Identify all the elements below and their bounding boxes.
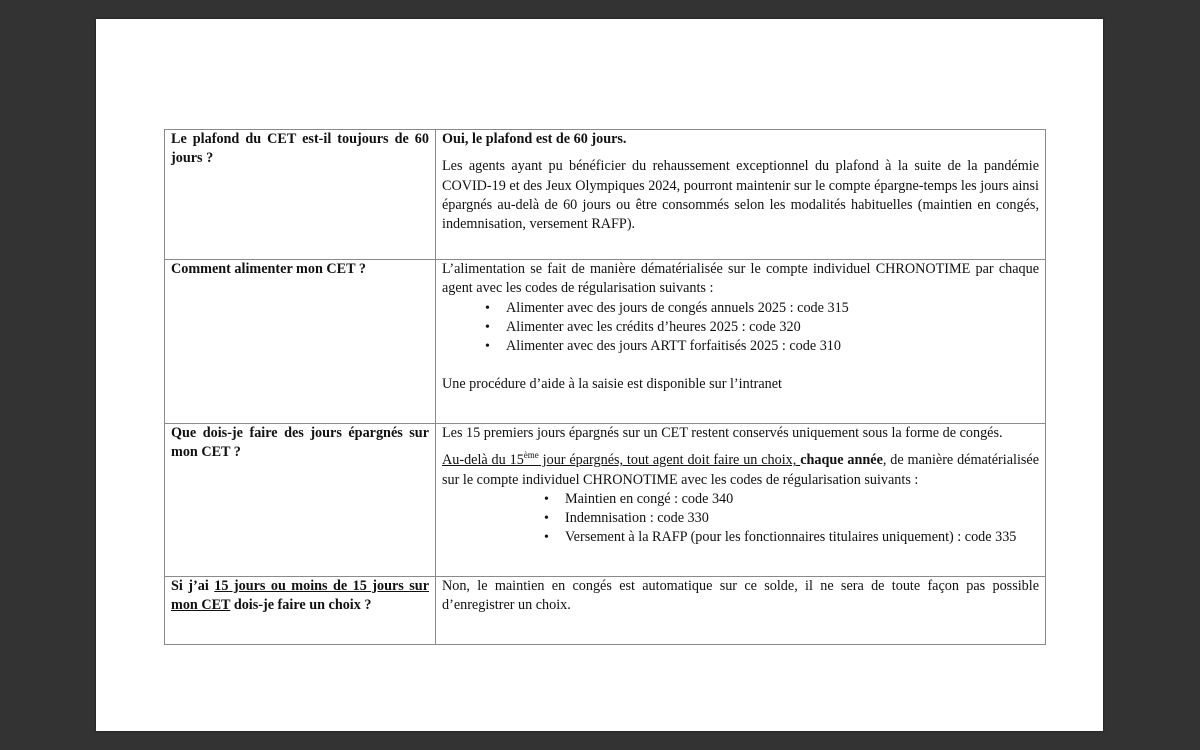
answer-first: Les 15 premiers jours épargnés sur un CET restent conservés uniquement sous la forme de congés. — [442, 425, 1003, 441]
answer-heading: Oui, le plafond est de 60 jours. — [442, 131, 627, 147]
question-text: Que dois-je faire des jours épargnés sur mon CET ? — [171, 425, 429, 461]
document-page — [96, 19, 1103, 731]
list-item: • Versement à la RAFP (pour les fonctionnaires titulaires uniquement) : code 335 — [565, 528, 1039, 547]
superscript: ème — [523, 450, 539, 461]
list-item: • Maintien en congé : code 340 — [565, 490, 1039, 509]
underlined-part-a: Au-delà du 15 — [442, 452, 524, 469]
answer-second-rest: , de manière dématérialisée sur le compte individuel CHRONOTIME avec les codes de régularisation suivants : — [442, 452, 1039, 488]
question-cell — [165, 260, 436, 424]
answer-cell — [436, 577, 1046, 645]
answer-cell — [436, 424, 1046, 577]
list-item: • Indemnisation : code 330 — [565, 509, 1039, 528]
question-underlined: 15 jours ou moins de 15 jours sur mon CET — [171, 578, 429, 614]
table-row — [165, 130, 1046, 260]
answer-cell — [436, 130, 1046, 260]
underlined-text — [442, 452, 800, 468]
question-cell — [165, 577, 436, 645]
answer-cell — [436, 260, 1046, 424]
answer-paragraph: Les agents ayant pu bénéficier du rehaussement exceptionnel du plafond à la suite de la pandémie COVID-19 et des Jeux Olympiques 2024, pourront maintenir sur le compte épargne-temps les jours ainsi épargnés au-delà de 60 jours ou être consommés selon les modalités habituelles (maintien en congés, indemnisation, versement RAFP). — [442, 158, 1039, 233]
code-list — [442, 490, 1039, 548]
question-cell — [165, 424, 436, 577]
answer-second — [442, 451, 1039, 490]
answer-footer: Une procédure d’aide à la saisie est disponible sur l’intranet — [442, 376, 782, 393]
table-row — [165, 577, 1046, 645]
question-text: Comment alimenter mon CET ? — [171, 261, 366, 277]
question-suffix: dois-je faire un choix ? — [230, 597, 372, 614]
answer-text: Non, le maintien en congés est automatique sur ce solde, il ne sera de toute façon pas possible d’enregistrer un choix. — [442, 578, 1039, 614]
code-list — [442, 299, 1039, 357]
answer-intro: L’alimentation se fait de manière dématérialisée sur le compte individuel CHRONOTIME par chaque agent avec les codes de régularisation suivants : — [442, 261, 1039, 297]
question-prefix: Si j’ai — [171, 578, 215, 594]
list-item: • Alimenter avec les crédits d’heures 2025 : code 320 — [506, 318, 1039, 337]
question-cell — [165, 130, 436, 260]
table-row — [165, 424, 1046, 577]
list-item: • Alimenter avec des jours de congés annuels 2025 : code 315 — [506, 299, 1039, 318]
faq-table — [164, 129, 1046, 645]
table-row — [165, 260, 1046, 424]
bold-text: chaque année — [800, 452, 883, 469]
spacer — [442, 356, 1039, 375]
question-text: Le plafond du CET est-il toujours de 60 jours ? — [171, 131, 429, 167]
underlined-part-b: jour épargnés, tout agent doit faire un choix, — [538, 452, 801, 469]
list-item: • Alimenter avec des jours ARTT forfaitisés 2025 : code 310 — [506, 337, 1039, 356]
